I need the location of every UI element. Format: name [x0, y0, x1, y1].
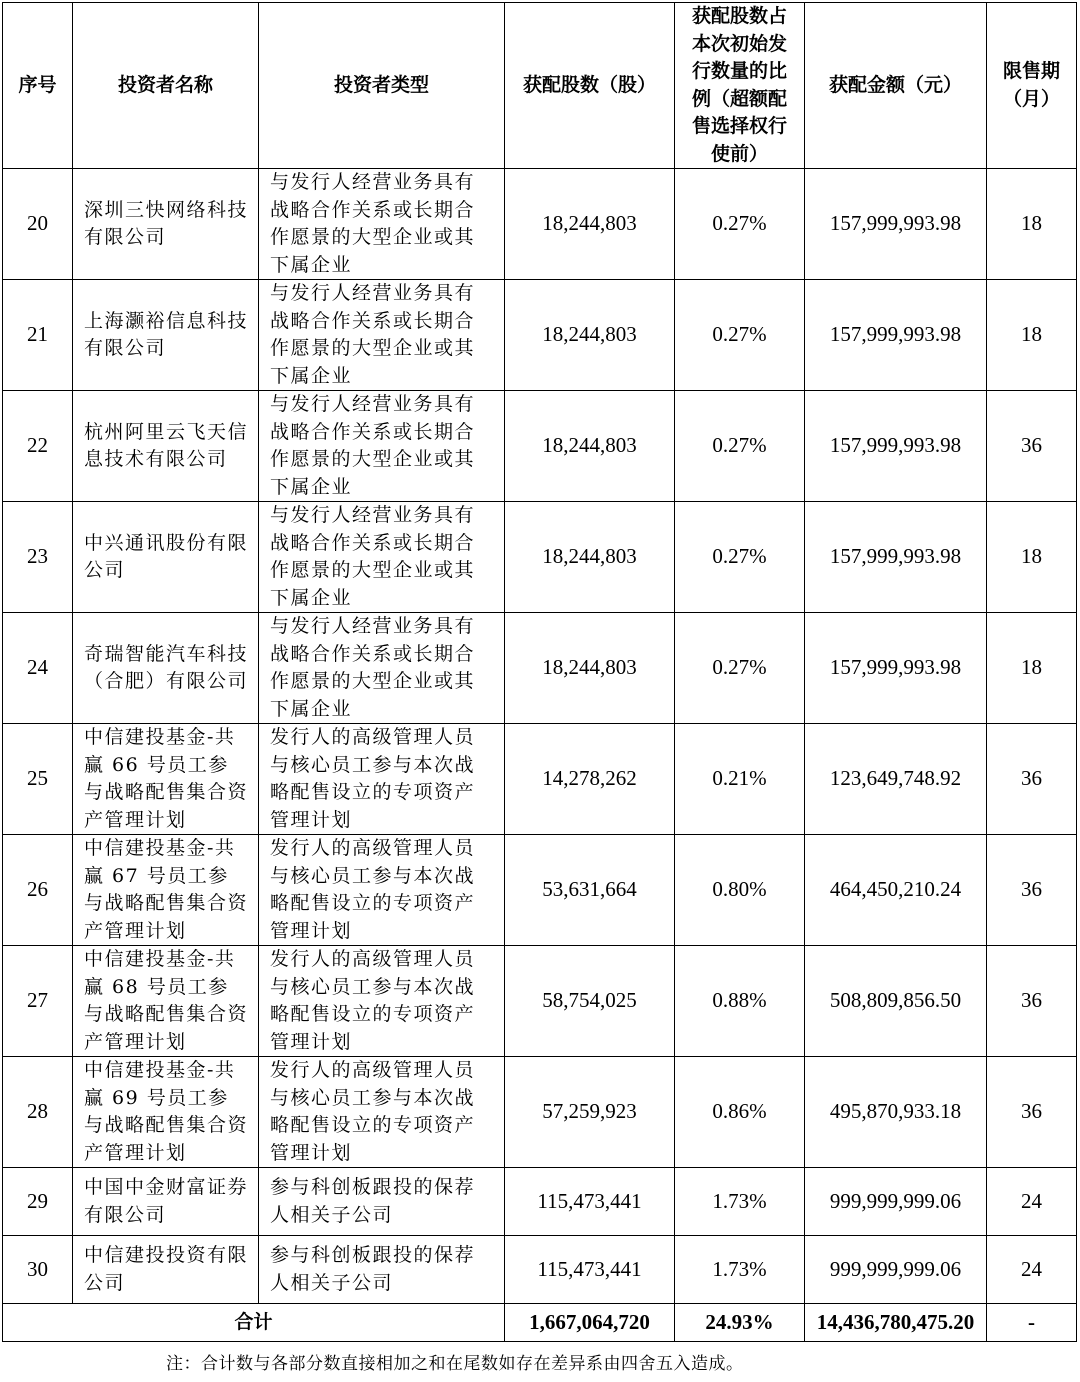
cell-investor-name: 中信建投基金-共赢 68 号员工参与战略配售集合资产管理计划 [73, 946, 259, 1057]
cell-seq: 28 [3, 1057, 73, 1168]
header-allotted-shares: 获配股数（股） [505, 3, 675, 169]
cell-investor-name: 奇瑞智能汽车科技（合肥）有限公司 [73, 613, 259, 724]
cell-amount: 157,999,993.98 [805, 502, 987, 613]
total-label: 合计 [3, 1304, 505, 1342]
cell-amount: 157,999,993.98 [805, 169, 987, 280]
cell-investor-name: 杭州阿里云飞天信息技术有限公司 [73, 391, 259, 502]
header-investor-type: 投资者类型 [259, 3, 505, 169]
cell-seq: 26 [3, 835, 73, 946]
cell-investor-type: 与发行人经营业务具有战略合作关系或长期合作愿景的大型企业或其下属企业 [259, 391, 505, 502]
header-seq: 序号 [3, 3, 73, 169]
cell-investor-type: 发行人的高级管理人员与核心员工参与本次战略配售设立的专项资产管理计划 [259, 946, 505, 1057]
cell-seq: 20 [3, 169, 73, 280]
cell-lockup: 36 [987, 835, 1077, 946]
cell-lockup: 18 [987, 169, 1077, 280]
cell-lockup: 36 [987, 946, 1077, 1057]
cell-amount: 495,870,933.18 [805, 1057, 987, 1168]
cell-amount: 157,999,993.98 [805, 613, 987, 724]
cell-ratio: 0.27% [675, 280, 805, 391]
cell-investor-type: 发行人的高级管理人员与核心员工参与本次战略配售设立的专项资产管理计划 [259, 724, 505, 835]
table-row [3, 502, 1077, 613]
total-lockup: - [987, 1304, 1077, 1342]
cell-investor-type: 参与科创板跟投的保荐人相关子公司 [259, 1236, 505, 1304]
table-row [3, 1057, 1077, 1168]
cell-amount: 157,999,993.98 [805, 391, 987, 502]
cell-amount: 157,999,993.98 [805, 280, 987, 391]
cell-lockup: 24 [987, 1236, 1077, 1304]
total-shares: 1,667,064,720 [505, 1304, 675, 1342]
cell-amount: 464,450,210.24 [805, 835, 987, 946]
cell-shares: 18,244,803 [505, 391, 675, 502]
cell-investor-name: 中国中金财富证券有限公司 [73, 1168, 259, 1236]
cell-lockup: 18 [987, 280, 1077, 391]
cell-shares: 18,244,803 [505, 169, 675, 280]
table-header-row [3, 3, 1077, 169]
cell-investor-name: 中信建投投资有限公司 [73, 1236, 259, 1304]
cell-amount: 999,999,999.06 [805, 1236, 987, 1304]
cell-investor-type: 与发行人经营业务具有战略合作关系或长期合作愿景的大型企业或其下属企业 [259, 280, 505, 391]
table-row [3, 946, 1077, 1057]
cell-seq: 29 [3, 1168, 73, 1236]
header-allotted-amount: 获配金额（元） [805, 3, 987, 169]
cell-shares: 53,631,664 [505, 835, 675, 946]
cell-shares: 18,244,803 [505, 502, 675, 613]
cell-lockup: 36 [987, 391, 1077, 502]
cell-shares: 58,754,025 [505, 946, 675, 1057]
cell-ratio: 0.86% [675, 1057, 805, 1168]
cell-investor-type: 与发行人经营业务具有战略合作关系或长期合作愿景的大型企业或其下属企业 [259, 613, 505, 724]
header-investor-name: 投资者名称 [73, 3, 259, 169]
cell-seq: 23 [3, 502, 73, 613]
allocation-table [2, 2, 1077, 1342]
cell-lockup: 24 [987, 1168, 1077, 1236]
header-allotment-ratio: 获配股数占本次初始发行数量的比例（超额配售选择权行使前） [675, 3, 805, 169]
table-row [3, 613, 1077, 724]
table-total-row [3, 1304, 1077, 1342]
cell-seq: 21 [3, 280, 73, 391]
cell-investor-name: 上海灏裕信息科技有限公司 [73, 280, 259, 391]
table-row [3, 724, 1077, 835]
cell-lockup: 36 [987, 1057, 1077, 1168]
cell-shares: 18,244,803 [505, 613, 675, 724]
cell-ratio: 0.27% [675, 613, 805, 724]
cell-seq: 30 [3, 1236, 73, 1304]
table-row [3, 391, 1077, 502]
table-row [3, 169, 1077, 280]
cell-ratio: 0.27% [675, 391, 805, 502]
cell-lockup: 36 [987, 724, 1077, 835]
cell-investor-type: 发行人的高级管理人员与核心员工参与本次战略配售设立的专项资产管理计划 [259, 835, 505, 946]
cell-amount: 999,999,999.06 [805, 1168, 987, 1236]
cell-seq: 24 [3, 613, 73, 724]
table-row [3, 1236, 1077, 1304]
cell-ratio: 1.73% [675, 1236, 805, 1304]
cell-shares: 18,244,803 [505, 280, 675, 391]
cell-investor-type: 与发行人经营业务具有战略合作关系或长期合作愿景的大型企业或其下属企业 [259, 169, 505, 280]
cell-ratio: 0.80% [675, 835, 805, 946]
table-row [3, 835, 1077, 946]
table-row [3, 280, 1077, 391]
cell-shares: 115,473,441 [505, 1168, 675, 1236]
cell-lockup: 18 [987, 613, 1077, 724]
cell-investor-name: 中兴通讯股份有限公司 [73, 502, 259, 613]
cell-ratio: 0.27% [675, 169, 805, 280]
cell-ratio: 0.21% [675, 724, 805, 835]
cell-investor-type: 参与科创板跟投的保荐人相关子公司 [259, 1168, 505, 1236]
table-footnote: 注：合计数与各部分数直接相加之和在尾数如存在差异系由四舍五入造成。 [166, 1354, 744, 1374]
header-lockup-period: 限售期（月） [987, 3, 1077, 169]
cell-amount: 123,649,748.92 [805, 724, 987, 835]
cell-shares: 14,278,262 [505, 724, 675, 835]
cell-lockup: 18 [987, 502, 1077, 613]
total-ratio: 24.93% [675, 1304, 805, 1342]
cell-investor-name: 中信建投基金-共赢 67 号员工参与战略配售集合资产管理计划 [73, 835, 259, 946]
cell-investor-name: 深圳三快网络科技有限公司 [73, 169, 259, 280]
cell-amount: 508,809,856.50 [805, 946, 987, 1057]
cell-ratio: 0.27% [675, 502, 805, 613]
cell-investor-name: 中信建投基金-共赢 69 号员工参与战略配售集合资产管理计划 [73, 1057, 259, 1168]
cell-investor-type: 发行人的高级管理人员与核心员工参与本次战略配售设立的专项资产管理计划 [259, 1057, 505, 1168]
cell-shares: 115,473,441 [505, 1236, 675, 1304]
cell-seq: 22 [3, 391, 73, 502]
cell-seq: 25 [3, 724, 73, 835]
table-row [3, 1168, 1077, 1236]
cell-shares: 57,259,923 [505, 1057, 675, 1168]
cell-seq: 27 [3, 946, 73, 1057]
cell-investor-name: 中信建投基金-共赢 66 号员工参与战略配售集合资产管理计划 [73, 724, 259, 835]
total-amount: 14,436,780,475.20 [805, 1304, 987, 1342]
cell-investor-type: 与发行人经营业务具有战略合作关系或长期合作愿景的大型企业或其下属企业 [259, 502, 505, 613]
cell-ratio: 0.88% [675, 946, 805, 1057]
cell-ratio: 1.73% [675, 1168, 805, 1236]
